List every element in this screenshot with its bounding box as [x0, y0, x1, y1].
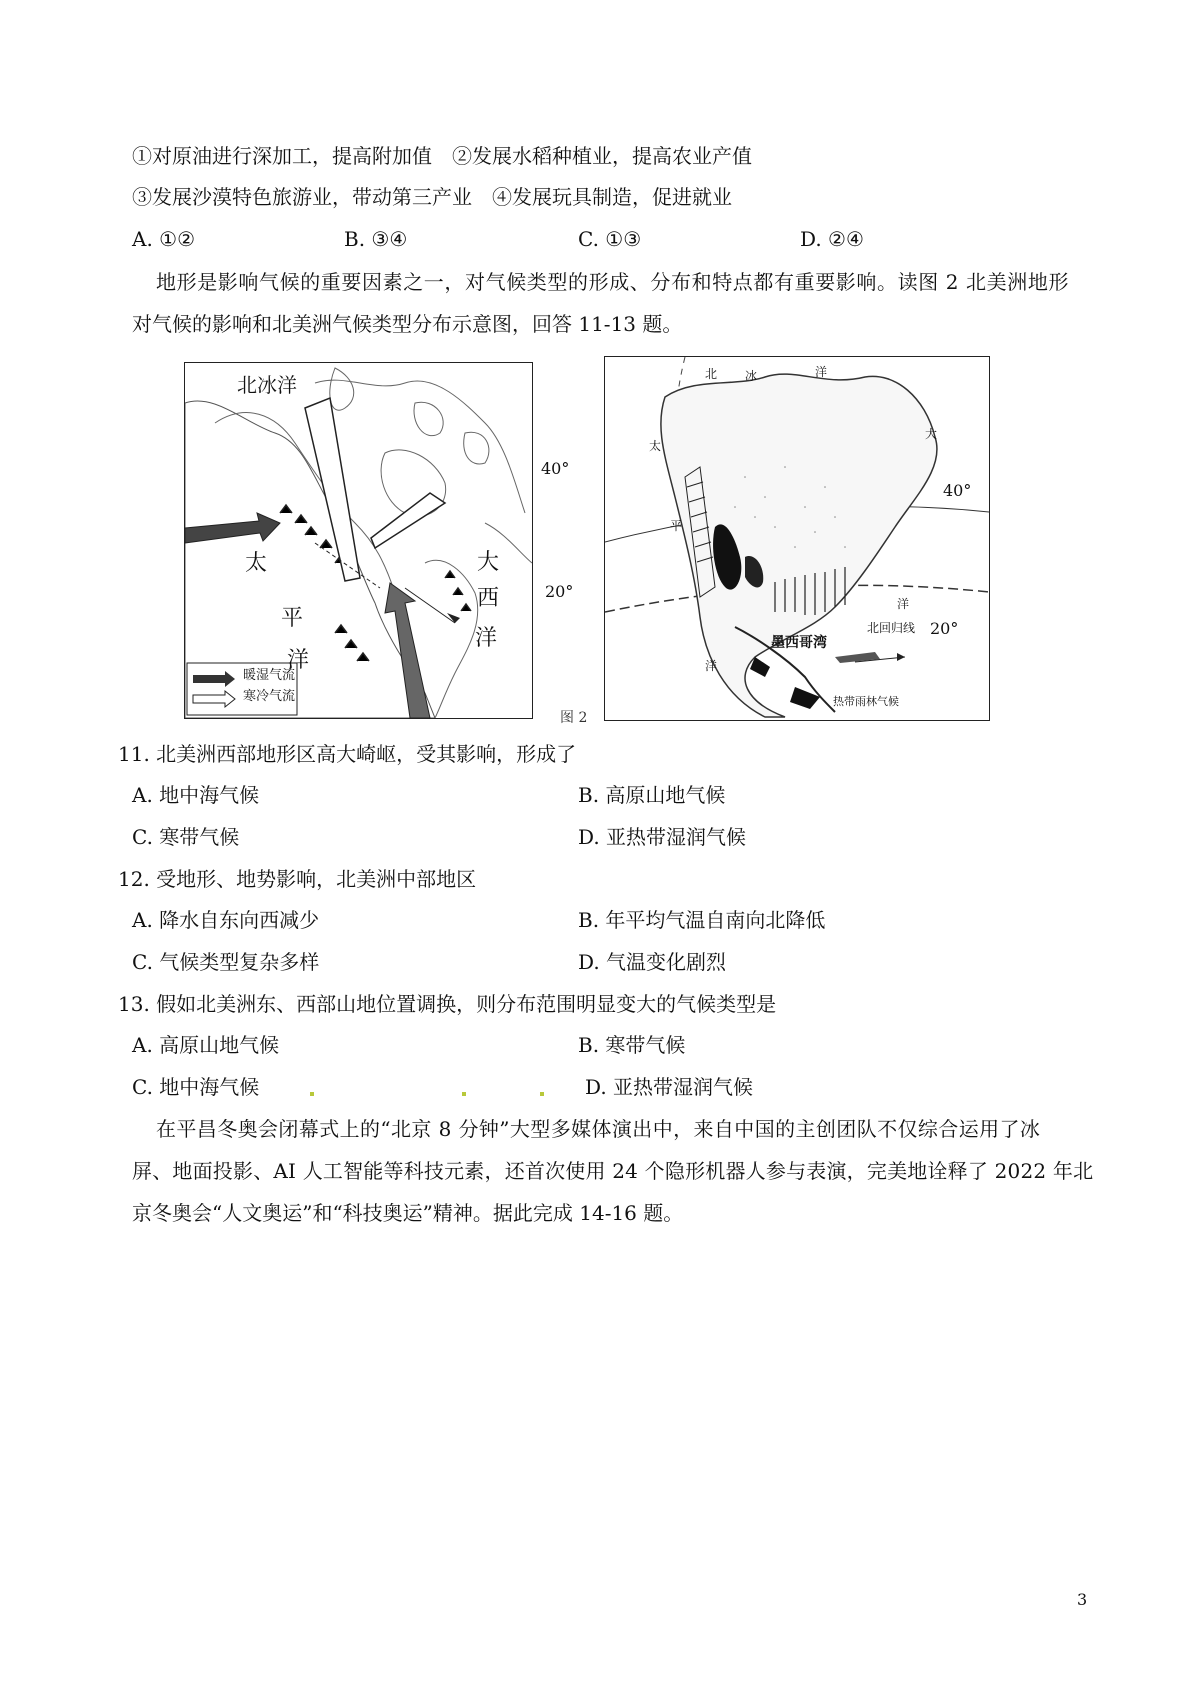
lat-20-left-label: 20°	[545, 582, 574, 601]
q13-option-c: C. 地中海气候	[132, 1075, 260, 1099]
arctic-ocean-label: 北冰洋	[237, 373, 297, 397]
pacific-label-1: 太	[245, 551, 268, 576]
q11-option-b: B. 高原山地气候	[578, 783, 726, 807]
atlantic-char-2: 洋	[897, 597, 910, 611]
q12-option-b: B. 年平均气温自南向北降低	[578, 908, 826, 932]
choice-b: B. ③④	[344, 227, 408, 251]
island-3	[464, 432, 489, 464]
stray-mark-2	[462, 1092, 466, 1096]
pacific-char-2: 平	[670, 519, 683, 533]
passage-2-line-2: 屏、地面投影、AI 人工智能等科技元素，还首次使用 24 个隐形机器人参与表演，完美地诠释了 2022 年北	[132, 1159, 1094, 1183]
atlantic-arrow-line	[405, 588, 455, 623]
q11-option-c: C. 寒带气候	[132, 825, 240, 849]
choice-a: A. ①②	[132, 227, 196, 251]
choice-c: C. ①③	[578, 227, 642, 251]
option-statement-line-1: ①对原油进行深加工，提高附加值 ②发展水稻种植业，提高农业产值	[132, 144, 752, 168]
question-12-stem: 12. 受地形、地势影响，北美洲中部地区	[118, 867, 477, 891]
gulf-warm-arrow	[385, 583, 430, 718]
pacific-char-1: 太	[649, 439, 662, 453]
alaska-coast	[215, 413, 395, 593]
terrain-airflow-map	[184, 362, 533, 719]
question-11-stem: 11. 北美洲西部地形区高大崎岖，受其影响，形成了	[118, 742, 577, 766]
northeast-cold-arrow	[371, 493, 445, 548]
atlantic-label-3: 洋	[475, 626, 498, 651]
tropical-rainforest-label: 热带雨林气候	[833, 695, 899, 708]
question-13-stem: 13. 假如北美洲东、西部山地位置调换，则分布范围明显变大的气候类型是	[118, 992, 777, 1016]
q11-option-d: D. 亚热带湿润气候	[578, 825, 747, 849]
arctic-char-3: 洋	[815, 365, 828, 379]
pacific-char-3: 洋	[705, 659, 718, 673]
lat-40-right-label: 40°	[943, 481, 972, 500]
gulf-of-mexico-label: 墨西哥湾	[771, 635, 827, 651]
q13-option-d: D. 亚热带湿润气候	[585, 1075, 754, 1099]
choice-d: D. ②④	[800, 227, 864, 251]
north-america-outline	[661, 374, 937, 717]
lat-20-right-label: 20°	[930, 619, 959, 638]
arctic-char-1: 北	[705, 367, 718, 381]
q13-option-b: B. 寒带气候	[578, 1033, 686, 1057]
q13-option-a: A. 高原山地气候	[132, 1033, 280, 1057]
pacific-warm-arrow	[185, 513, 280, 543]
legend-cold-label: 寒冷气流	[243, 689, 296, 704]
pacific-label-3: 洋	[287, 648, 310, 673]
island-2	[414, 402, 443, 435]
climate-type-map-drawing	[605, 357, 989, 720]
passage-2-line-1: 在平昌冬奥会闭幕式上的“北京 8 分钟”大型多媒体演出中，来自中国的主创团队不仅综合运用了冰	[156, 1117, 1041, 1141]
passage-1-line-1: 地形是影响气候的重要因素之一，对气候类型的形成、分布和特点都有重要影响。读图 2 北美洲地形	[156, 270, 1070, 294]
legend-warm-label: 暖湿气流	[243, 668, 296, 683]
stray-mark-3	[540, 1092, 544, 1096]
option-statement-line-2: ③发展沙漠特色旅游业，带动第三产业 ④发展玩具制造，促进就业	[132, 185, 732, 209]
atlantic-label-1: 大	[477, 550, 500, 575]
arctic-char-2: 冰	[745, 369, 758, 383]
rocky-mountain-symbols	[280, 505, 471, 661]
pacific-label-2: 平	[281, 606, 304, 631]
lat-40-left-label: 40°	[541, 459, 570, 478]
tropic-of-cancer-label: 北回归线	[867, 621, 916, 635]
arctic-cold-arrow	[305, 398, 360, 581]
atlantic-char-1: 大	[925, 427, 938, 441]
q12-option-c: C. 气候类型复杂多样	[132, 950, 320, 974]
atlantic-label-2: 西	[477, 586, 500, 611]
figure-caption: 图 2	[560, 710, 588, 726]
q12-option-a: A. 降水自东向西减少	[132, 908, 320, 932]
q12-option-d: D. 气温变化剧烈	[578, 950, 727, 974]
terrain-airflow-map-drawing	[185, 363, 532, 718]
caribbean-arrow-head	[897, 653, 905, 661]
q11-option-a: A. 地中海气候	[132, 783, 260, 807]
page-number: 3	[1077, 1590, 1088, 1609]
passage-1-line-2: 对气候的影响和北美洲气候类型分布示意图，回答 11-13 题。	[132, 312, 683, 336]
island-1	[330, 368, 354, 410]
east-coast	[425, 560, 478, 718]
passage-2-line-3: 京冬奥会“人文奥运”和“科技奥运”精神。据此完成 14-16 题。	[132, 1201, 684, 1225]
stray-mark-1	[310, 1092, 314, 1096]
